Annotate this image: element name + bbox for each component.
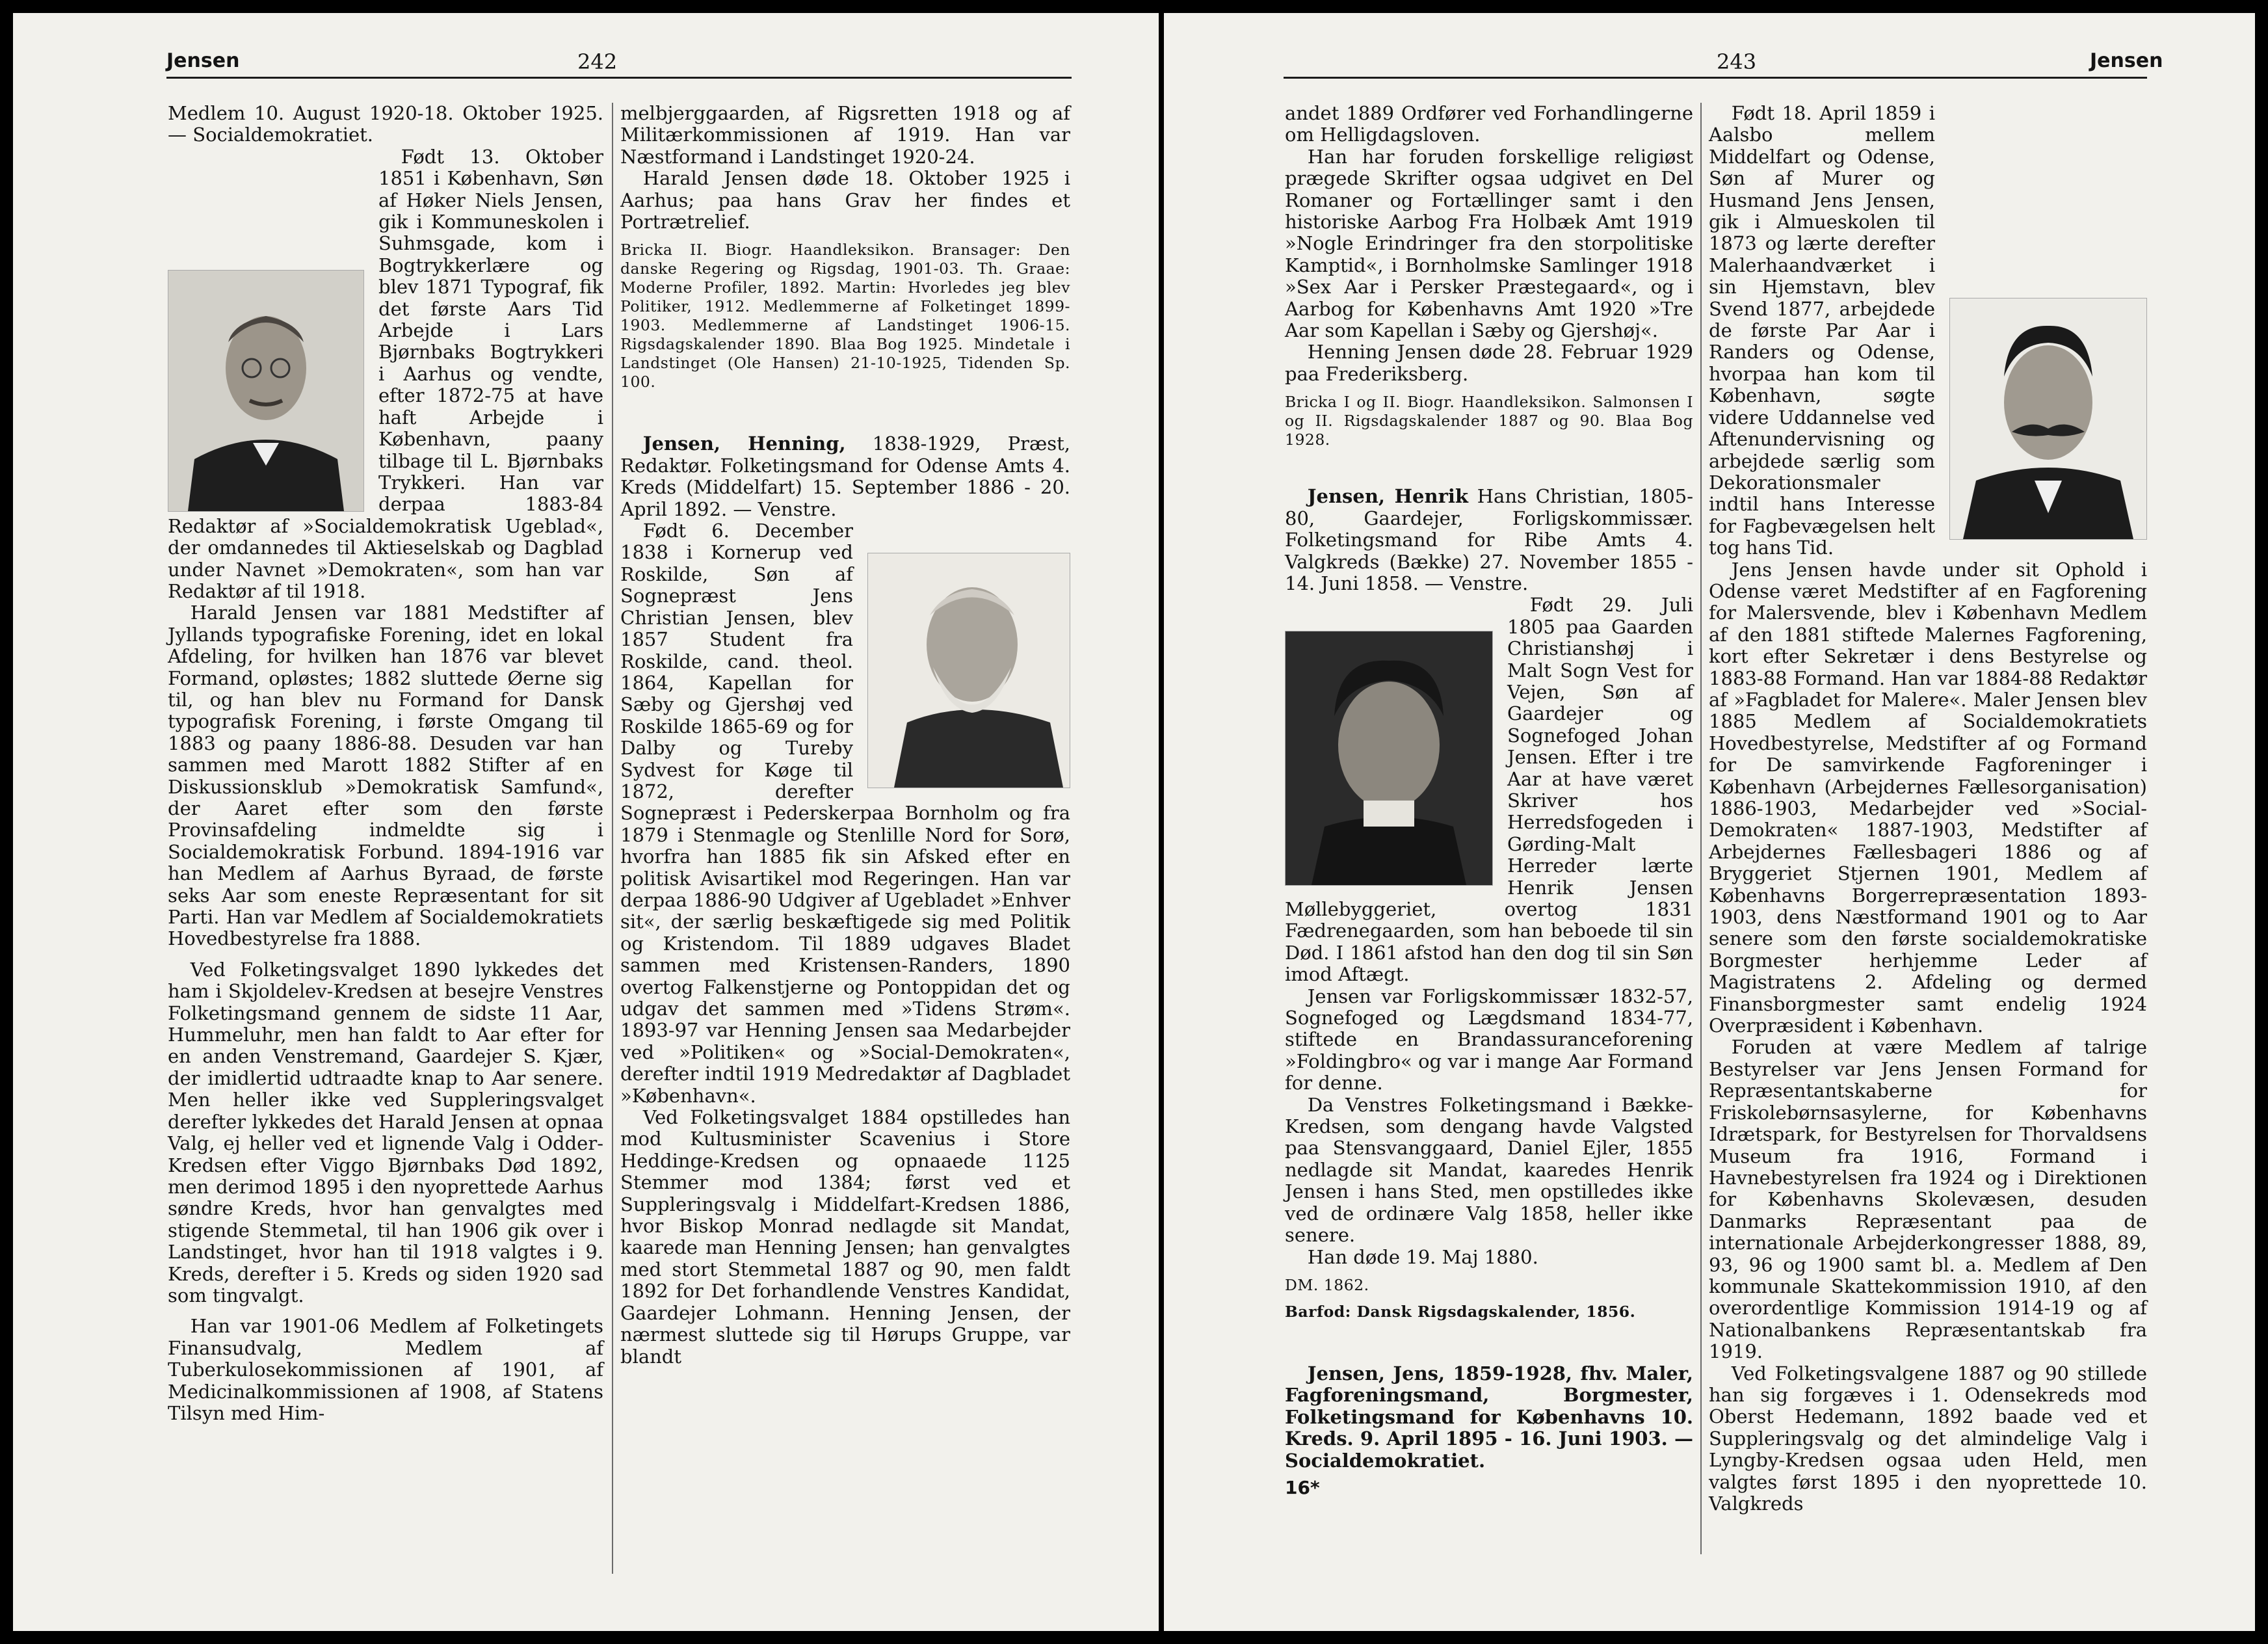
- entry-summary: 1859-1928, fhv. Maler, Fagforeningsmand, Borgmester, Folketingsmand for Københavns 10. Kreds. 9. April 1895 - 16. Juni 1903. — Socialdemokratiet.: [1285, 1362, 1693, 1472]
- header-rule: [1284, 77, 2147, 79]
- paragraph: andet 1889 Ordfører ved Forhandlingerne om Helligdagsloven.: [1285, 102, 1693, 146]
- paragraph: Ved Folketingsvalget 1890 lykkedes det ham i Skjoldelev-Kredsen at besejre Venstres Folketingsmand gennem de sidste 11 Aar, Hummeluhr, men han faldt to Aar efter for en anden Venstremand, Gaardejer S. Kjær, der imidlertid udtraadte knap to Aar senere. Men heller ikke ved Suppleringsvalget derefter lykkedes det Harald Jensen at opnaa Valg, ej heller ved et lignende Valg i Odder-Kredsen efter Viggo Bjørnbaks Død 1892, men derimod 1895 i den nyoprettede Aarhus søndre Kreds, hvor han genvalgtes med stigende Stemmetal, til han 1906 gik over i Landstinget, hvor han til 1918 valgtes i 9. Kreds, derefter i 5. Kreds og siden 1920 sad som tingvalgt.: [168, 958, 603, 1306]
- portrait-image: [1950, 298, 2146, 539]
- column-divider: [1700, 103, 1702, 1554]
- bibliography: Bricka I og II. Biogr. Haandleksikon. Salmonsen I og II. Rigsdagskalender 1887 og 90. Blaa Bog 1928.: [1285, 393, 1693, 449]
- bibliography: Barfod: Dansk Rigsdagskalender, 1856.: [1285, 1302, 1636, 1321]
- portrait-image: [868, 553, 1070, 788]
- paragraph: melbjerggaarden, af Rigsretten 1918 og af Militærkommissionen af 1919. Han var Næstformand i Landstinget 1920-24.: [620, 102, 1070, 168]
- running-head-left: Jensen: [166, 49, 240, 72]
- paragraph: Han døde 19. Maj 1880.: [1307, 1245, 1538, 1268]
- paragraph: Han var 1901-06 Medlem af Folketingets Finansudvalg, Medlem af Tuberkulosekommissionen af 1901, af Medicinalkommissionen af 1908, af Statens Tilsyn med Him-: [168, 1315, 603, 1424]
- paragraph: Han har foruden forskellige religiøst prægede Skrifter ogsaa udgivet en Del Romaner og Fortællinger samt i den historiske Aarbog Fra Holbæk Amt 1919 »Nogle Erindringer fra den storpolitiske Kamptid«, i Bornholmske Samlinger 1918 »Sex Aar i Persker Præstegaard«, og i Aarbog for Københavns Amt 1920 »Tre Aar som Kapellan i Sæby og Gjershøj«.: [1285, 145, 1693, 342]
- paragraph: Medlem 10. August 1920-18. Oktober 1925. — Socialdemokratiet.: [168, 102, 603, 146]
- portrait-image: [168, 271, 363, 511]
- paragraph: Jens Jensen havde under sit Ophold i Odense været Medstifter af en Fagforening for Malersvende, blev i København Medlem af den 1881 stiftede Malernes Fagforening, kort efter Sekretær i dens Bestyrelse og 1883-88 Formand. Han var 1884-88 Redaktør af »Fagbladet for Malere«. Maler Jensen blev 1885 Medlem af Socialdemokratiets Hovedbestyrelse, Medstifter af og Formand for De samvirkende Fagforeninger i København (Arbejdernes Fællesorganisation) 1886-1903, Medarbejder ved »Social-Demokraten« 1887-1903, Medstifter af Arbejdernes Fællesbageri 1886 og af Bryggeriet Stjernen 1901, Medlem af Københavns Borgerrepræsentation 1893-1903, dens Næstformand 1901 og to Aar senere som den første socialdemokratiske Borgmester herhjemme Leder af Magistratens 2. Afdeling og dermed Finansborgmester samt endelig 1924 Overpræsident i København.: [1709, 558, 2147, 1037]
- paragraph: Født 13. Oktober 1851 i København, Søn af Høker Niels Jensen, gik i Kommuneskolen i Suhmsgade, kom i Bogtrykkerlære og blev 1871 Typograf, fik det første Aars Tid Arbejde i Lars Bjørnbaks Bogtrykkeri i Aarhus og vendte, efter 1872-75 at have haft Arbejde i København, paany tilbage til L. Bjørnbaks Trykkeri. Han var derpaa 1883-84 Redaktør af »Socialdemokratisk Ugeblad«, der omdannedes til Aktieselskab og Dagblad under Navnet »Demokraten«, som han var Redaktør af til 1918.: [168, 145, 603, 602]
- left-page-column-1: [168, 103, 603, 1424]
- paragraph: Født 29. Juli 1805 paa Gaarden Christianshøj i Malt Sogn Vest for Vejen, Søn af Gaardejer og Sognefoged Johan Jensen. Efter i tre Aar at have været Skriver hos Herredsfogeden i Gørding-Malt Herreder lærte Henrik Jensen Møllebyggeriet, overtog 1831 Fædrenegaarden, som han beboede til sin Død. I 1861 afstod han den dog til sin Søn imod Aftægt.: [1285, 594, 1693, 986]
- entry-name: Jensen, Henrik: [1307, 485, 1468, 508]
- paragraph: Ved Folketingsvalgene 1887 og 90 stillede han sig forgæves i 1. Odensekreds mod Oberst Hedemann, 1892 baade ved et Suppleringsvalg og det almindelige Valg i Lyngby-Kredsen ogsaa uden Held, men valgtes først 1895 i den nyoprettede 10. Valgkreds: [1709, 1362, 2147, 1515]
- left-page: [13, 13, 1159, 1631]
- paragraph: Harald Jensen var 1881 Medstifter af Jyllands typografiske Forening, idet en lokal Afdeling, for hvilken han 1876 var blevet Formand, opløstes; 1882 sluttede Øerne sig til, og han blev nu Formand for Dansk typografisk Forening, i første Omgang til 1883 og paany 1886-88. Desuden var han sammen med Marott 1882 Stifter af en Diskussionsklub »Demokratisk Samfund«, der Aaret efter som den første Provinsafdeling indmeldte sig i Socialdemokratisk Forbund. 1894-1916 var han Medlem af Aarhus Byraad, de første seks Aar som eneste Repræsentant for sit Parti. Han var Medlem af Socialdemokratiets Hovedbestyrelse fra 1888.: [168, 602, 603, 950]
- entry-gap: [1285, 449, 1693, 486]
- header-rule: [166, 77, 1072, 79]
- paragraph: Harald Jensen døde 18. Oktober 1925 i Aarhus; paa hans Grav her findes et Portrætrelief.: [620, 167, 1070, 233]
- entry-summary: 1838-1929, Præst, Redaktør. Folketingsmand for Odense Amts 4. Kreds (Middelfart) 15. September 1886 - 20. April 1892. — Venstre.: [620, 432, 1070, 520]
- left-page-column-2: [620, 103, 1070, 1368]
- entry-gap: [1285, 1321, 1693, 1363]
- column-divider: [612, 103, 613, 1574]
- entry-name: Jensen, Henning,: [642, 432, 846, 455]
- page-number-left: 242: [577, 49, 618, 74]
- paragraph: Jensen var Forligskommissær 1832-57, Sognefoged og Lægdsmand 1834-77, stiftede en Brandassuranceforening »Foldingbro« og var i mange Aar Formand for denne.: [1285, 985, 1693, 1094]
- paragraph: Da Venstres Folketingsmand i Bække-Kredsen, som dengang havde Valgsted paa Stensvanggaard, Daniel Ejler, 1855 nedlagde sit Mandat, kaaredes Henrik Jensen i hans Sted, men opstilledes ikke ved de ordinære Valg 1858, heller ikke senere.: [1285, 1093, 1693, 1247]
- portrait-harald-jensen: [168, 270, 364, 512]
- portrait-image: [1286, 631, 1492, 885]
- paragraph: Foruden at være Medlem af talrige Bestyrelser var Jens Jensen Formand for Repræsentantskaberne for Friskolebørnsasylerne, for Københavns Idrætspark, for Bestyrelsen for Thorvaldsens Museum fra 1916, Formand i Havnebestyrelsen fra 1924 og i Direktionen for Københavns Skolevæsen, desuden Danmarks Repræsentant paa de internationale Arbejderkongresser 1888, 89, 93, 96 og 1900 samt bl. a. Medlem af Den kommunale Skattekommission 1910, af den overordentlige Kommission 1914-19 og af Nationalbankens Repræsentantskab fra 1919.: [1709, 1036, 2147, 1363]
- portrait-jens-jensen: [1949, 298, 2147, 540]
- bibliography: DM. 1862.: [1285, 1275, 1369, 1294]
- paragraph: Født 18. April 1859 i Aalsbo mellem Middelfart og Odense, Søn af Murer og Husmand Jens Jensen, gik i Almueskolen til 1873 og lærte derefter Malerhaandværket i sin Hjemstavn, blev Svend 1877, arbejdede de første Par Aar i Randers og Odense, hvorpaa han kom til København, søgte videre Uddannelse ved Aftenundervisning og arbejdede særlig som Dekorationsmaler indtil hans Interesse for Fagbevægelsen helt tog hans Tid.: [1709, 102, 1935, 559]
- running-head-right: Jensen: [2090, 49, 2163, 72]
- paragraph: Født 6. December 1838 i Kornerup ved Roskilde, Søn af Sognepræst Jens Christian Jensen, blev 1857 Student fra Roskilde, cand. theol. 1864, Kapellan for Sæby og Gjershøj ved Roskilde 1865-69 og for Dalby og Tureby Sydvest for Køge til 1872, derefter Sognepræst i Pederskerpaa Bornholm og fra 1879 i Stenmagle og Stenlille Nord for Sorø, hvorfra han 1885 fik sin Afsked efter en politisk Avisartikel mod Regeringen. Han var derpaa 1886-90 Udgiver af Ugebladet »Enhver sit«, der særlig beskæftigede sig med Politik og Kristendom. Til 1889 udgaves Bladet sammen med Kristensen-Randers, 1890 overtog Falkenstjerne og Pontoppidan det og udgav det sammen med »Tidens Strøm«. 1893-97 var Henning Jensen saa Medarbejder ved »Politiken« og »Social-Demokraten«, derefter indtil 1919 Medredaktør af Dagbladet »København«.: [620, 520, 1070, 1107]
- portrait-henrik-jensen: [1285, 631, 1493, 886]
- portrait-henning-jensen: [867, 553, 1070, 788]
- signature-mark: 16*: [1285, 1476, 1320, 1498]
- entry-summary: Hans Christian, 1805-80, Gaardejer, Forligskommissær. Folketingsmand for Ribe Amts 4. Valgkreds (Bække) 27. November 1855 - 14. Juni 1858. — Venstre.: [1285, 485, 1693, 594]
- paragraph: Ved Folketingsvalget 1884 opstilledes han mod Kultusminister Scavenius i Store Heddinge-Kredsen og opnaaede 1125 Stemmer mod 1384; først ved et Suppleringsvalg i Middelfart-Kredsen 1886, hvor Biskop Monrad nedlagde sit Mandat, kaarede man Henning Jensen; han genvalgtes med stort Stemmetal 1887 og 90, men faldt 1892 for Det forhandlende Venstres Kandidat, Gaardejer Lohmann. Henning Jensen, der nærmest sluttede sig til Hørups Gruppe, var blandt: [620, 1106, 1070, 1368]
- right-page-column-2: [1709, 103, 2147, 1515]
- right-page-column-1: [1285, 103, 1693, 1498]
- bibliography: Bricka II. Biogr. Haandleksikon. Bransager: Den danske Regering og Rigsdag, 1901-03. Th. Graae: Moderne Profiler, 1892. Martin: Hvorledes jeg blev Politiker, 1912. Medlemmerne af Folketinget 1899-1903. Medlemmerne af Landstinget 1906-15. Rigsdagskalender 1890. Blaa Bog 1925. Mindetale i Landstinget (Ole Hansen) 21-10-1925, Tidenden Sp. 100.: [620, 241, 1070, 391]
- paragraph: Henning Jensen døde 28. Februar 1929 paa Frederiksberg.: [1285, 341, 1693, 385]
- page-number-right: 243: [1717, 49, 1757, 74]
- right-page: [1164, 13, 2255, 1631]
- entry-gap: [620, 391, 1070, 433]
- entry-name: Jensen, Jens,: [1307, 1362, 1445, 1385]
